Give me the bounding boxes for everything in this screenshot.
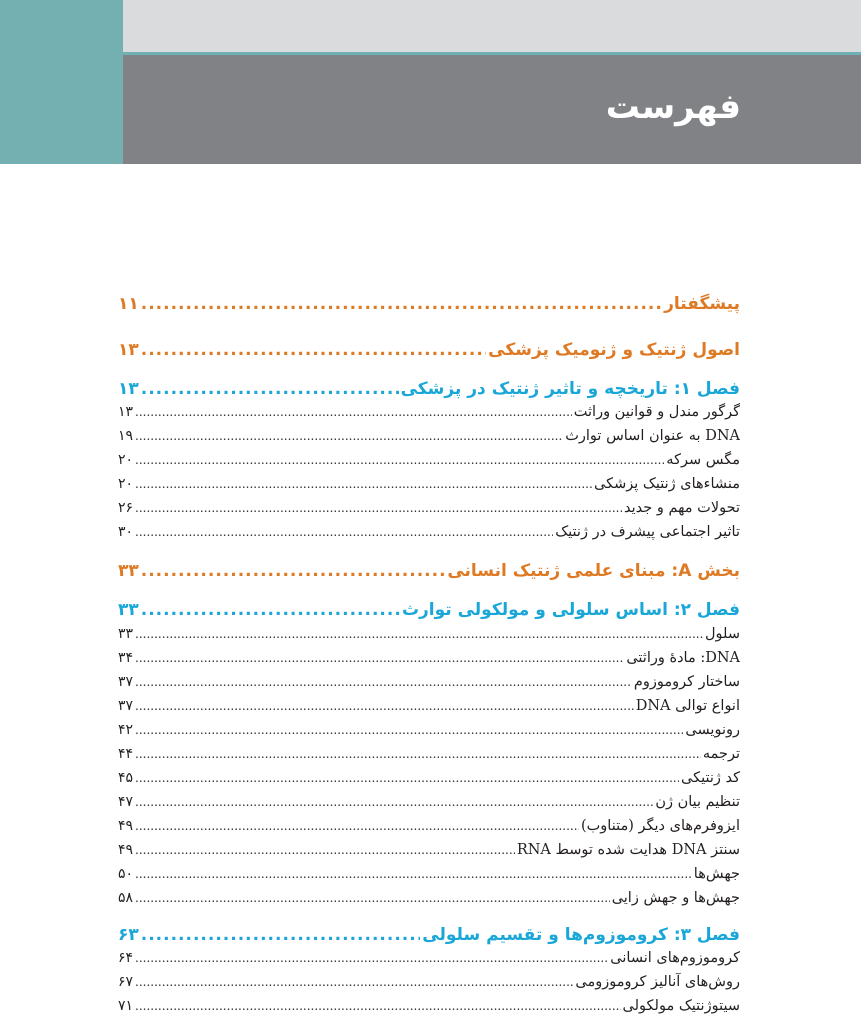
toc-label: اصول ژنتیک و ژنومیک پزشکی bbox=[488, 340, 740, 360]
toc-label: مگس سرکه bbox=[666, 452, 740, 468]
dot-leader bbox=[135, 429, 563, 443]
header-left-band bbox=[0, 0, 123, 164]
dot-leader bbox=[135, 699, 634, 713]
dot-leader bbox=[135, 723, 683, 737]
toc-page-number: ۱۱ bbox=[118, 294, 139, 314]
toc-label: فصل ۲: اساس سلولی و مولکولی توارث bbox=[401, 600, 740, 620]
toc-label: بخش A: مبنای علمی ژنتیک انسانی bbox=[447, 561, 740, 581]
dot-leader bbox=[135, 771, 679, 785]
toc-label: منشاءهای ژنتیک پزشکی bbox=[594, 476, 740, 492]
toc-page-number: ۱۳ bbox=[118, 340, 139, 360]
toc-label: گرگور مندل و قوانین وراثت bbox=[573, 404, 740, 420]
toc-page-number: ۴۵ bbox=[118, 770, 134, 786]
toc-entry[interactable] bbox=[118, 476, 740, 492]
dot-leader bbox=[141, 925, 421, 945]
toc-page-number: ۲۰ bbox=[118, 452, 134, 468]
toc-label: سیتوژنتیک مولکولی bbox=[622, 998, 740, 1014]
dot-leader bbox=[135, 501, 622, 515]
toc-label: کروموزوم‌های انسانی bbox=[610, 950, 740, 966]
toc-section-a[interactable] bbox=[118, 561, 740, 581]
toc-entry[interactable] bbox=[118, 452, 740, 468]
toc-page-number: ۵۰ bbox=[118, 866, 134, 882]
header-title-band bbox=[123, 55, 861, 164]
toc-page-number: ۱۳ bbox=[118, 404, 134, 420]
toc-page-number: ۴۷ bbox=[118, 794, 134, 810]
toc-label: سنتز DNA هدایت شده توسط RNA bbox=[516, 842, 740, 858]
toc-label: تاثیر اجتماعی پیشرف در ژنتیک bbox=[555, 524, 740, 540]
toc-entry[interactable] bbox=[118, 818, 740, 834]
toc-label: فصل ۳: کروموزوم‌ها و تقسیم سلولی bbox=[422, 925, 740, 945]
dot-leader bbox=[135, 627, 703, 641]
toc-entry[interactable] bbox=[118, 650, 740, 666]
toc-entry[interactable] bbox=[118, 746, 740, 762]
toc-part-principles[interactable] bbox=[118, 340, 740, 360]
dot-leader bbox=[141, 561, 446, 581]
dot-leader bbox=[141, 600, 400, 620]
toc-label: جهش‌ها و جهش زایی bbox=[611, 890, 740, 906]
toc-label: کد ژنتیکی bbox=[680, 770, 740, 786]
toc-page-number: ۳۰ bbox=[118, 524, 134, 540]
dot-leader bbox=[141, 379, 399, 399]
toc-entry[interactable] bbox=[118, 404, 740, 420]
dot-leader bbox=[135, 477, 592, 491]
dot-leader bbox=[135, 891, 610, 905]
toc-chapter-2[interactable] bbox=[118, 600, 740, 620]
toc-label: جهش‌ها bbox=[693, 866, 740, 882]
toc-page-number: ۵۸ bbox=[118, 890, 134, 906]
toc-page-number: ۶۷ bbox=[118, 974, 134, 990]
toc-entry[interactable] bbox=[118, 524, 740, 540]
toc-entry[interactable] bbox=[118, 866, 740, 882]
header-top-band bbox=[123, 0, 861, 52]
toc-label: ایزوفرم‌های دیگر (متناوب) bbox=[580, 818, 740, 834]
dot-leader bbox=[135, 819, 579, 833]
toc-page-number: ۴۲ bbox=[118, 722, 134, 738]
toc-entry[interactable] bbox=[118, 998, 740, 1014]
dot-leader bbox=[135, 675, 632, 689]
toc-entry[interactable] bbox=[118, 950, 740, 966]
toc-label: DNA به عنوان اساس توارث bbox=[565, 428, 740, 444]
toc-page-number: ۳۷ bbox=[118, 698, 134, 714]
dot-leader bbox=[135, 999, 621, 1013]
toc-page-number: ۳۳ bbox=[118, 600, 139, 620]
toc-page-number: ۶۴ bbox=[118, 950, 134, 966]
toc-entry[interactable] bbox=[118, 500, 740, 516]
toc-preface[interactable] bbox=[118, 294, 740, 314]
dot-leader bbox=[135, 843, 515, 857]
toc-page-number: ۶۳ bbox=[118, 925, 139, 945]
toc-entry[interactable] bbox=[118, 890, 740, 906]
toc-label: سلول bbox=[705, 626, 740, 642]
toc-page-number: ۴۴ bbox=[118, 746, 134, 762]
dot-leader bbox=[141, 340, 486, 360]
toc-label: ساختار کروموزوم bbox=[633, 674, 740, 690]
toc-entry[interactable] bbox=[118, 842, 740, 858]
toc-page-number: ۳۷ bbox=[118, 674, 134, 690]
toc-label: روش‌های آنالیز کروموزومی bbox=[575, 974, 740, 990]
toc-entry[interactable] bbox=[118, 428, 740, 444]
toc-page-number: ۳۴ bbox=[118, 650, 134, 666]
toc-label: DNA: مادۀ وراثتی bbox=[626, 650, 740, 666]
dot-leader bbox=[135, 651, 624, 665]
toc-label: فصل ۱: تاریخچه و تاثیر ژنتیک در پزشکی bbox=[400, 379, 740, 399]
toc-entry[interactable] bbox=[118, 698, 740, 714]
toc-entry[interactable] bbox=[118, 674, 740, 690]
toc-page-number: ۴۹ bbox=[118, 842, 134, 858]
toc-page-number: ۷۱ bbox=[118, 998, 134, 1014]
toc-label: تحولات مهم و جدید bbox=[624, 500, 740, 516]
dot-leader bbox=[135, 795, 653, 809]
dot-leader bbox=[135, 525, 553, 539]
toc-page-number: ۱۳ bbox=[118, 379, 139, 399]
dot-leader bbox=[135, 453, 664, 467]
toc-label: رونویسی bbox=[685, 722, 740, 738]
toc-chapter-1[interactable] bbox=[118, 379, 740, 399]
page-title: فهرست bbox=[605, 87, 741, 127]
toc-page-number: ۳۳ bbox=[118, 561, 139, 581]
toc-page-number: ۳۳ bbox=[118, 626, 134, 642]
toc-entry[interactable] bbox=[118, 794, 740, 810]
toc-chapter-3[interactable] bbox=[118, 925, 740, 945]
toc-label: پیشگفتار bbox=[664, 294, 740, 314]
dot-leader bbox=[135, 951, 608, 965]
toc-entry[interactable] bbox=[118, 626, 740, 642]
toc-entry[interactable] bbox=[118, 722, 740, 738]
dot-leader bbox=[135, 867, 692, 881]
dot-leader bbox=[135, 975, 573, 989]
toc-label: تنظیم بیان ژن bbox=[655, 794, 740, 810]
toc-page-number: ۱۹ bbox=[118, 428, 134, 444]
toc-entry[interactable] bbox=[118, 770, 740, 786]
dot-leader bbox=[135, 747, 701, 761]
toc-page-number: ۲۶ bbox=[118, 500, 134, 516]
toc-entry[interactable] bbox=[118, 974, 740, 990]
toc-page-number: ۴۹ bbox=[118, 818, 134, 834]
toc-page-number: ۲۰ bbox=[118, 476, 134, 492]
toc-label: انواع توالی DNA bbox=[635, 698, 740, 714]
dot-leader bbox=[141, 294, 662, 314]
dot-leader bbox=[135, 405, 572, 419]
toc-label: ترجمه bbox=[702, 746, 740, 762]
